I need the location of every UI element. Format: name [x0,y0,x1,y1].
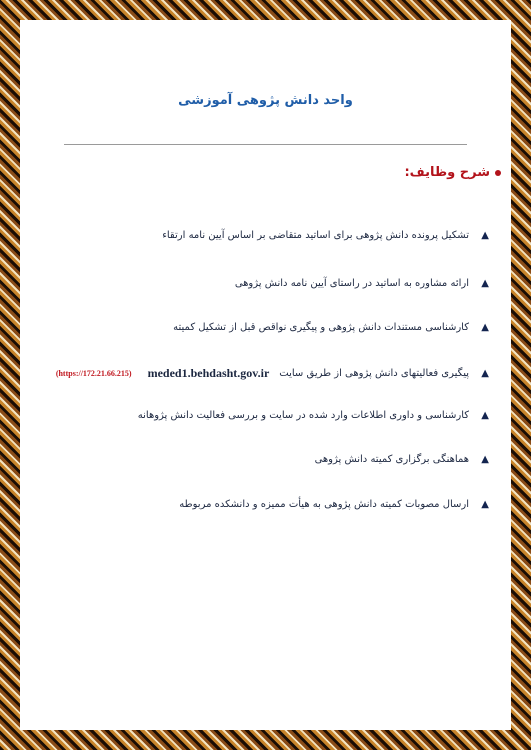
arrow-bullet-icon: ▲ [481,367,489,379]
title-divider [64,144,467,145]
list-item [42,410,489,421]
page-title: واحد دانش پژوهی آموزشی [178,93,353,108]
duty-text: پیگیری فعالیتهای دانش پژوهی از طریق سایت [279,368,469,379]
site-ip-note: (https://172.21.66.215) [55,369,132,378]
duty-text: کارشناسی و داوری اطلاعات وارد شده در سایت و بررسی فعالیت دانش پژوهانه [137,410,469,421]
arrow-bullet-icon: ▲ [481,277,489,289]
list-item [42,454,489,465]
duty-text: ارائه مشاوره به اساتید در راستای آیین نامه دانش پژوهی [234,278,469,289]
bullet-dot-icon [495,170,501,176]
section-heading-text: شرح وظایف: [404,165,490,180]
list-item [42,366,489,381]
duty-text: تشکیل پرونده دانش پژوهی برای اساتید متقاضی بر اساس آیین نامه ارتقاء [162,230,469,241]
arrow-bullet-icon: ▲ [481,453,489,465]
duty-text: کارشناسی مستندات دانش پژوهی و پیگیری نواقص قبل از تشکیل کمیته [173,322,469,333]
arrow-bullet-icon: ▲ [481,498,489,510]
arrow-bullet-icon: ▲ [481,321,489,333]
list-item [42,322,489,333]
list-item [42,499,489,510]
duty-text: ارسال مصوبات کمیته دانش پژوهی به هیأت ممیزه و دانشکده مربوطه [179,499,469,510]
arrow-bullet-icon: ▲ [481,409,489,421]
section-heading [404,165,501,180]
duty-text: هماهنگی برگزاری کمیته دانش پژوهی [314,454,469,465]
site-link[interactable]: meded1.behdasht.gov.ir [147,366,270,380]
list-item [42,230,489,241]
list-item [42,278,489,289]
page-content [20,20,511,730]
arrow-bullet-icon: ▲ [481,229,489,241]
